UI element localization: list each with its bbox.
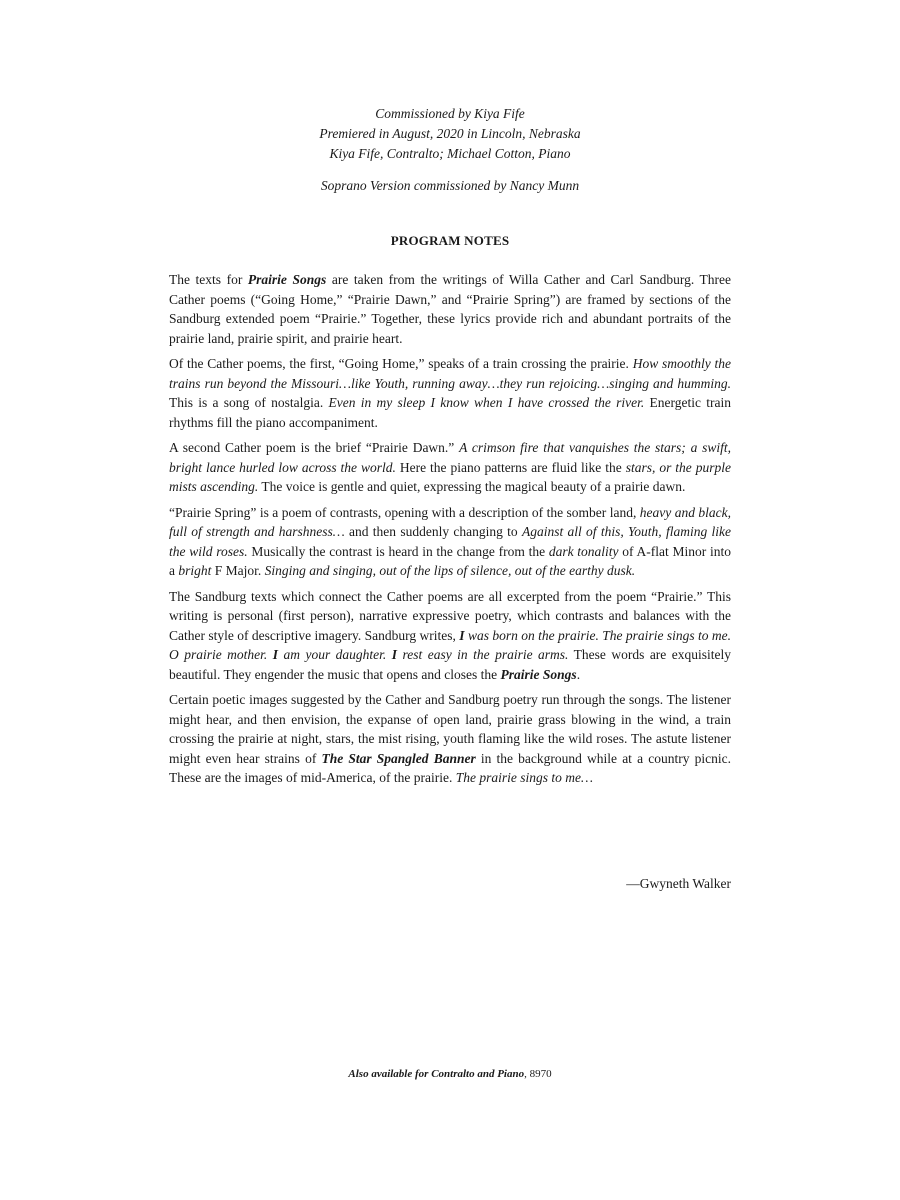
text-run: These words are exquisitely beautiful. They engender the music that opens and closes the bbox=[169, 647, 731, 682]
footer-note bbox=[0, 1068, 900, 1080]
text-run: This is a song of nostalgia. bbox=[169, 395, 329, 410]
text-run: The texts for bbox=[169, 272, 248, 287]
text-run: . bbox=[576, 666, 581, 682]
quote-run: dark tonality bbox=[548, 543, 619, 559]
emphasis-run: I bbox=[459, 627, 465, 643]
text-run: Of the Cather poems, the first, “Going Home,” speaks of a train crossing the prairie. bbox=[169, 356, 633, 371]
text-run: and then suddenly changing to bbox=[344, 524, 522, 539]
emphasis-run: I bbox=[272, 647, 279, 662]
quote-run: The prairie sings to me… bbox=[455, 770, 594, 785]
text-run: Certain poetic images suggested by the Cather and Sandburg poetry run through the songs. The listener might hear, and then envision, the expanse of open land, prairie grass blowing in the wind, a train crossing the prairie at night, stars, the mist rising, youth flaming like the wild roses. The astute listener might even hear strains of bbox=[169, 692, 731, 766]
text-run: in the background while at a country picnic. These are the images of mid-America, of the prairie. bbox=[169, 750, 731, 785]
text-run: Energetic train rhythms fill the piano accompaniment. bbox=[169, 395, 731, 430]
credits-block bbox=[0, 104, 900, 196]
text-run: “Prairie Spring” is a poem of contrasts, opening with a description of the somber land, bbox=[169, 504, 640, 520]
quote-run: Even in my sleep I know when I have crossed the river. bbox=[328, 395, 645, 410]
page-title: PROGRAM NOTES bbox=[390, 233, 510, 248]
paragraph-4 bbox=[169, 503, 731, 581]
title-run: Prairie Songs bbox=[500, 666, 577, 682]
text-run: Here the piano patterns are fluid like the bbox=[395, 459, 626, 475]
text-run: are taken from the writings of Willa Cather and Carl Sandburg. Three Cather poems (“Going Home,” “Prairie Dawn,” and “Prairie Spring”) are framed by sections of the Sandburg extended poem “Prairie.” Together, these lyrics provide rich and abundant portraits of the prairie land, prairie spirit, and prairie heart. bbox=[169, 272, 731, 346]
footer-label: Also available for Contralto and Piano bbox=[348, 1068, 525, 1080]
text-run: The voice is gentle and quiet, expressing the magical beauty of a prairie dawn. bbox=[258, 479, 686, 494]
paragraph-2 bbox=[169, 354, 731, 432]
paragraph-1 bbox=[169, 270, 731, 348]
quote-run: Singing and singing, out of the lips of silence, out of the earthy dusk. bbox=[264, 563, 636, 578]
paragraph-6 bbox=[169, 690, 731, 788]
author-signature: —Gwyneth Walker bbox=[626, 876, 731, 891]
text-run: F Major. bbox=[211, 563, 265, 578]
paragraph-3 bbox=[169, 438, 731, 497]
quote-run: Against all of this, Youth, flaming like the wild roses. bbox=[169, 524, 731, 559]
paragraph-5 bbox=[169, 587, 731, 685]
title-run: Prairie Songs bbox=[247, 272, 327, 287]
spacer bbox=[0, 164, 900, 176]
quote-run: rest easy in the prairie arms. bbox=[397, 647, 569, 662]
program-notes-body bbox=[169, 270, 731, 794]
quote-run: bright bbox=[178, 563, 212, 578]
text-run: The Sandburg texts which connect the Cather poems are all excerpted from the poem “Prairie.” This writing is personal (first person), narrative expressive poetry, which contrasts and balances with the Cather style of descriptive imagery. Sandburg writes, bbox=[169, 588, 731, 643]
performers-line: Kiya Fife, Contralto; Michael Cotton, Piano bbox=[329, 146, 571, 161]
quote-run: stars, or the purple mists ascending. bbox=[169, 459, 731, 494]
emphasis-run: I bbox=[391, 647, 398, 662]
text-run: A second Cather poem is the brief “Prairie Dawn.” bbox=[169, 440, 460, 455]
quote-run: was born on the prairie. The prairie sings to me. O prairie mother. bbox=[169, 627, 731, 662]
quote-run: How smoothly the trains run beyond the Missouri…like Youth, running away…they run rejoicing…singing and humming. bbox=[169, 356, 731, 391]
text-run: Musically the contrast is heard in the change from the bbox=[247, 543, 549, 559]
quote-run: A crimson fire that vanquishes the stars; a swift, bright lance hurled low across the world. bbox=[169, 440, 731, 475]
premiere-line: Premiered in August, 2020 in Lincoln, Nebraska bbox=[319, 126, 581, 141]
soprano-version-line: Soprano Version commissioned by Nancy Munn bbox=[320, 178, 580, 193]
quote-run: am your daughter. bbox=[278, 647, 392, 662]
commission-line: Commissioned by Kiya Fife bbox=[375, 106, 525, 121]
title-run: The Star Spangled Banner bbox=[321, 750, 476, 766]
footer-catalog-number: , 8970 bbox=[524, 1068, 552, 1080]
quote-run: heavy and black, full of strength and harshness… bbox=[169, 504, 732, 539]
text-run: of A-flat Minor into a bbox=[169, 543, 731, 578]
